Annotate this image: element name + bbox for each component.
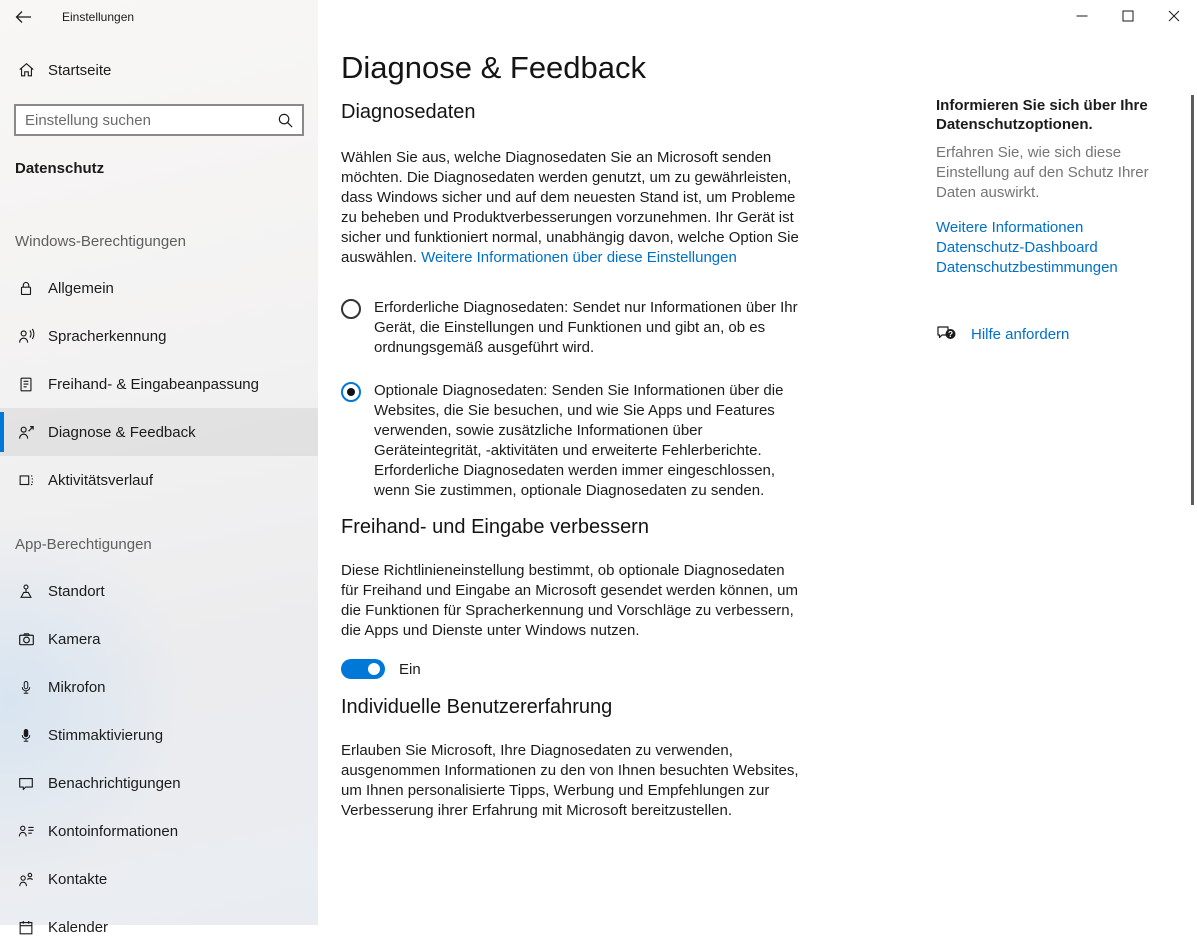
sidebar-item-label: Diagnose & Feedback — [48, 423, 196, 441]
sidebar-item-activity-history[interactable] — [0, 456, 318, 504]
radio-optional-diagnostics[interactable] — [341, 382, 361, 402]
sidebar-group-label: App-Berechtigungen — [15, 536, 152, 553]
inking-toggle[interactable] — [341, 659, 385, 679]
sidebar-item-general[interactable] — [0, 264, 318, 312]
sidebar-item-label: Stimmaktivierung — [48, 726, 164, 744]
back-arrow-icon — [15, 10, 32, 24]
back-button[interactable] — [15, 5, 45, 29]
sidebar-item-label: Allgemein — [48, 279, 114, 297]
page-title: Diagnose & Feedback — [341, 50, 647, 85]
maximize-button[interactable] — [1105, 0, 1151, 32]
sidebar-item-label: Spracherkennung — [48, 327, 167, 345]
sidebar-item-label: Kamera — [48, 630, 101, 648]
help-links — [936, 218, 1192, 278]
clipboard-pen-icon — [16, 374, 36, 394]
sidebar-item-label: Standort — [48, 582, 105, 600]
person-feedback-icon — [16, 422, 36, 442]
voice-activation-icon — [16, 725, 36, 745]
app-permissions-list — [0, 567, 318, 951]
toggle-state-label: Ein — [399, 660, 421, 678]
windows-permissions-list — [0, 264, 318, 504]
sidebar-group-label: Windows-Berechtigungen — [15, 233, 186, 250]
get-help-row — [936, 324, 1192, 344]
sidebar-item-label: Kontakte — [48, 870, 108, 888]
tailored-heading: Individuelle Benutzererfahrung — [341, 696, 613, 718]
scrollbar-thumb[interactable] — [1191, 95, 1194, 505]
home-icon — [16, 60, 36, 80]
search-icon — [277, 112, 294, 129]
sidebar-item-diagnostics-feedback[interactable] — [0, 408, 318, 456]
speech-recognition-icon — [16, 326, 36, 346]
search-input[interactable] — [25, 112, 277, 129]
microphone-icon — [16, 677, 36, 697]
location-icon — [16, 581, 36, 601]
toggle-knob — [368, 663, 380, 675]
sidebar-item-contacts[interactable] — [0, 855, 318, 903]
help-sidebar — [936, 96, 1192, 821]
lock-icon — [16, 278, 36, 298]
diagnostics-intro-text: Wählen Sie aus, welche Diagnosedaten Sie an Microsoft senden möchten. Die Diagnosedaten werden genutzt, um zu gewährleisten, dass Windows sicher und auf dem neuesten Stand ist, um Probleme zu beheben und Produktverbesserungen vorzunehmen. Ihr Gerät ist sicher und funktioniert normal, unabhängig davon, welche Option Sie auswählen. — [341, 149, 799, 266]
optional-diagnostics-option — [341, 381, 803, 501]
privacy-statement-link[interactable]: Datenschutzbestimmungen — [936, 259, 1118, 276]
search-box — [14, 104, 304, 136]
svg-text:?: ? — [947, 329, 954, 339]
sidebar-item-location[interactable] — [0, 567, 318, 615]
sidebar-item-label: Kontoinformationen — [48, 822, 179, 840]
inking-description: Diese Richtlinieneinstellung bestimmt, ob optionale Diagnosedaten für Freihand und Eingabe an Microsoft gesendet werden können, um die Funktionen für Spracherkennung und Vorschläge zu verbessern, die Apps und Dienste unter Windows nutzen. — [341, 562, 798, 639]
titlebar-left — [0, 0, 318, 34]
sidebar-item-home[interactable] — [0, 52, 318, 88]
inking-toggle-row — [341, 657, 803, 681]
window-controls — [1059, 0, 1197, 32]
sidebar-item-notifications[interactable] — [0, 759, 318, 807]
privacy-dashboard-link[interactable]: Datenschutz-Dashboard — [936, 239, 1098, 256]
radio-required-diagnostics[interactable] — [341, 299, 361, 319]
sidebar-item-camera[interactable] — [0, 615, 318, 663]
required-diagnostics-option — [341, 298, 803, 358]
camera-icon — [16, 629, 36, 649]
settings-sidebar — [0, 0, 318, 936]
help-description: Erfahren Sie, wie sich diese Einstellung auf den Schutz Ihrer Daten auswirkt. — [936, 144, 1149, 201]
more-info-link[interactable]: Weitere Informationen — [936, 219, 1084, 236]
account-info-icon — [16, 821, 36, 841]
diagnostics-heading: Diagnosedaten — [341, 101, 476, 123]
sidebar-category-title: Datenschutz — [15, 160, 105, 177]
settings-main-pane — [318, 0, 1197, 925]
learn-more-settings-link[interactable]: Weitere Informationen über diese Einstellungen — [421, 249, 737, 266]
close-button[interactable] — [1151, 0, 1197, 32]
sidebar-item-speech[interactable] — [0, 312, 318, 360]
help-chat-icon — [936, 324, 958, 344]
help-heading: Informieren Sie sich über Ihre Datenschutzoptionen. — [936, 97, 1148, 133]
calendar-icon — [16, 917, 36, 937]
sidebar-item-voice-activation[interactable] — [0, 711, 318, 759]
sidebar-item-label: Mikrofon — [48, 678, 106, 696]
inking-heading: Freihand- und Eingabe verbessern — [341, 516, 649, 538]
radio-label[interactable]: Optionale Diagnosedaten: Senden Sie Informationen über die Websites, die Sie besuchen, und wie Sie Apps und Features verwenden, sowie zusätzliche Informationen über Geräteintegrität, -aktivitäten und erweiterte Fehlerberichte. Erforderliche Diagnosedaten werden immer eingeschlossen, wenn Sie zustimmen, optionale Diagnosedaten zu senden. — [374, 382, 784, 499]
sidebar-item-account-info[interactable] — [0, 807, 318, 855]
sidebar-item-label: Startseite — [48, 61, 112, 79]
sidebar-item-label: Benachrichtigungen — [48, 774, 181, 792]
sidebar-item-label: Kalender — [48, 918, 109, 936]
activity-history-icon — [16, 470, 36, 490]
window-title: Einstellungen — [62, 10, 135, 24]
sidebar-item-inking-typing[interactable] — [0, 360, 318, 408]
tailored-description: Erlauben Sie Microsoft, Ihre Diagnosedaten zu verwenden, ausgenommen Informationen zu den von Ihnen besuchten Websites, um Ihnen personalisierte Tipps, Werbung und Empfehlungen zur Verbesserung ihrer Erfahrung mit Microsoft bereitzustellen. — [341, 742, 799, 819]
notification-bubble-icon — [16, 773, 36, 793]
diagnostics-intro — [341, 148, 803, 268]
sidebar-item-label: Freihand- & Eingabeanpassung — [48, 375, 259, 393]
minimize-button[interactable] — [1059, 0, 1105, 32]
sidebar-item-label: Aktivitätsverlauf — [48, 471, 154, 489]
radio-label[interactable]: Erforderliche Diagnosedaten: Sendet nur Informationen über Ihr Gerät, die Einstellungen und Funktionen und gibt an, ob es ordnungsgemäß ausgeführt wird. — [374, 299, 798, 356]
sidebar-item-calendar[interactable] — [0, 903, 318, 951]
contacts-icon — [16, 869, 36, 889]
sidebar-item-microphone[interactable] — [0, 663, 318, 711]
get-help-link[interactable]: Hilfe anfordern — [971, 325, 1070, 343]
